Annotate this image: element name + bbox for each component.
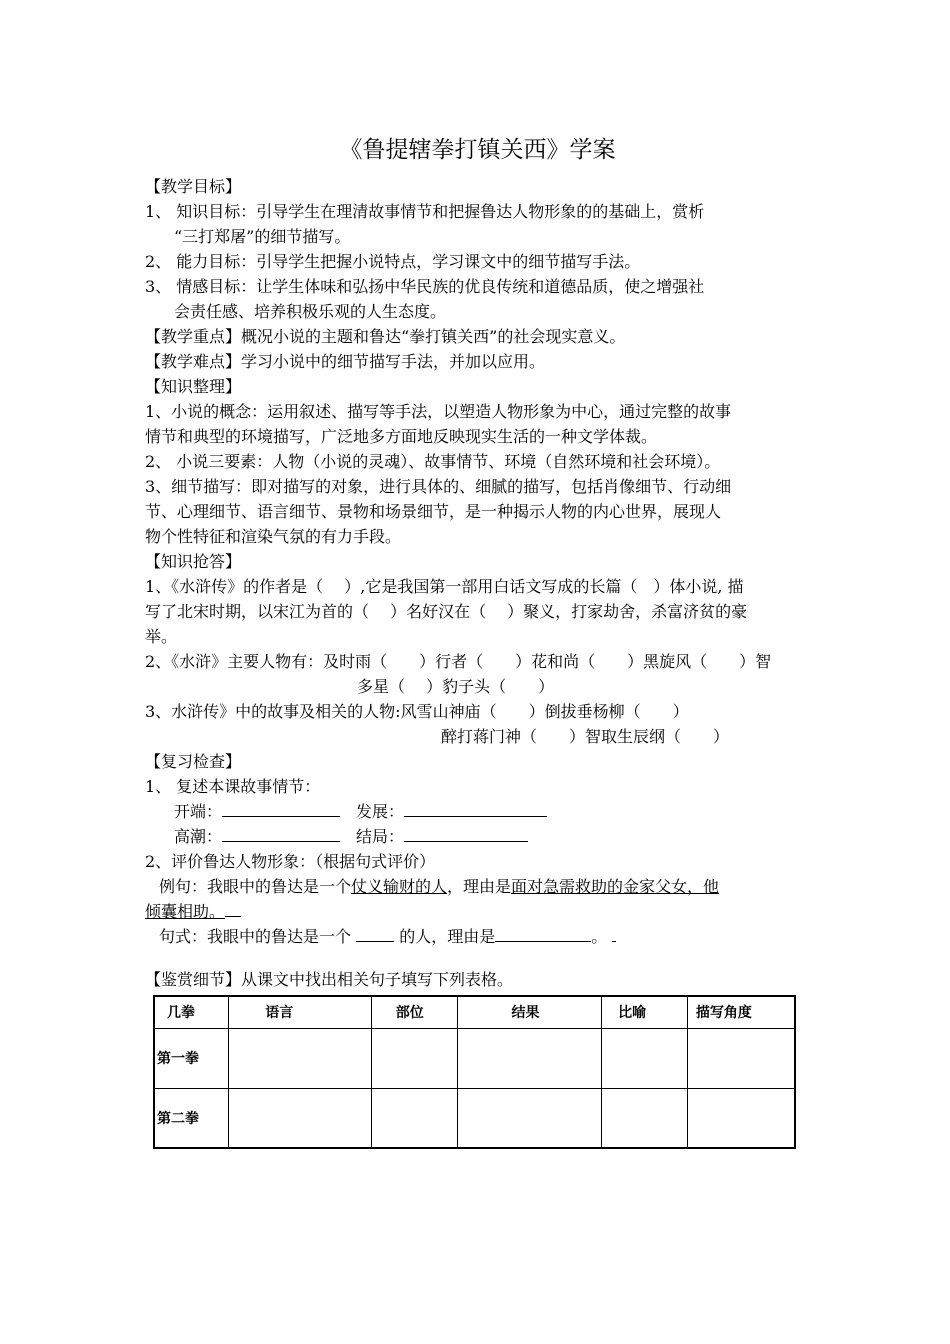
knowledge-1-line-2: 情节和典型的环境描写，广泛地多方面地反映现实生活的一种文学体裁。 — [145, 427, 658, 446]
header-language: 语言 — [229, 996, 372, 1028]
goal-1-line-1: 1、 知识目标：引导学生在理清故事情节和把握鲁达人物形象的的基础上，赏析 — [145, 202, 705, 221]
section-heading-review: 【复习检查】 — [145, 752, 242, 771]
plot-climax-label: 高潮： — [174, 827, 223, 846]
header-result: 结果 — [457, 996, 602, 1028]
goal-1 — [145, 199, 810, 249]
header-punch: 几拳 — [154, 996, 229, 1028]
goal-3-line-2: 会责任感、培养积极乐观的人生态度。 — [174, 302, 447, 321]
plot-row-2 — [145, 824, 810, 849]
key-point: 【教学重点】概况小说的主题和鲁达“拳打镇关西”的社会现实意义。 — [145, 327, 626, 346]
cell-perspective[interactable] — [687, 1028, 795, 1088]
quiz-3-line-1: 3、水浒传》中的故事及相关的人物:风雪山神庙（ ）倒拔垂杨柳（ ） — [145, 702, 689, 721]
appreciate-heading: 【鉴赏细节】从课文中找出相关句子填写下列表格。 — [145, 970, 514, 989]
knowledge-3-line-2: 节、心理细节、语言细节、景物和场景细节，是一种揭示人物的内心世界，展现人 — [145, 502, 722, 521]
pattern-part-1: 句式：我眼中的鲁达是一个 — [159, 927, 352, 946]
quiz-3-line-2: 醉打蒋门神（ ）智取生辰纲（ ） — [441, 727, 730, 746]
example-prefix: 例句：我眼中的鲁达是一个 — [159, 877, 352, 896]
cell-result[interactable] — [457, 1028, 602, 1088]
page-title: 《鲁提辖拳打镇关西》学案 — [339, 137, 616, 163]
cell-result[interactable] — [457, 1088, 602, 1148]
plot-row-1 — [145, 799, 810, 824]
section-heading-quiz: 【知识抢答】 — [145, 552, 242, 571]
quiz-1-line-2: 写了北宋时期，以宋江为首的（ ）名好汉在（ ）聚义，打家劫舍，杀富济贫的豪 — [145, 602, 748, 621]
knowledge-2: 2、 小说三要素：人物（小说的灵魂）、故事情节、环境（自然环境和社会环境）。 — [145, 452, 721, 471]
goal-3-line-1: 3、 情感目标：让学生体味和弘扬中华民族的优良传统和道德品质，使之增强社 — [145, 277, 705, 296]
plot-end-blank[interactable] — [404, 824, 528, 842]
review-2: 2、评价鲁达人物形象：（根据句式评价） — [145, 852, 436, 871]
cell-body-part[interactable] — [371, 1088, 457, 1148]
example-underline-1: 仗义输财的人 — [351, 877, 448, 896]
example-underline-3: 倾囊相助。 — [145, 902, 226, 921]
table-row — [154, 1088, 795, 1148]
example-underline-2: 面对急需救助的金家父女，他 — [511, 877, 720, 896]
example-sentence-line-2 — [145, 899, 810, 924]
knowledge-1-line-1: 1、小说的概念：运用叙述、描写等手法，以塑造人物形象为中心，通过完整的故事 — [145, 402, 732, 421]
pattern-sentence — [145, 924, 810, 949]
quiz-1-line-1: 1、《水浒传》的作者是（ ）,它是我国第一部用白话文写成的长篇（ ）体小说, 描 — [145, 577, 744, 596]
cell-perspective[interactable] — [687, 1088, 795, 1148]
pattern-end: 。 — [591, 927, 608, 946]
example-middle: ，理由是 — [447, 877, 512, 896]
header-body-part: 部位 — [371, 996, 457, 1028]
cell-body-part[interactable] — [371, 1028, 457, 1088]
pattern-part-2: 的人，理由是 — [399, 927, 496, 946]
plot-end-label: 结局： — [356, 827, 405, 846]
quiz-2-line-2: 多星（ ）豹子头（ ） — [357, 677, 555, 696]
section-heading-goals: 【教学目标】 — [145, 177, 242, 196]
header-metaphor: 比喻 — [602, 996, 688, 1028]
difficulty: 【教学难点】学习小说中的细节描写手法，并加以应用。 — [145, 352, 546, 371]
header-perspective: 描写角度 — [687, 996, 795, 1028]
review-1: 1、 复述本课故事情节： — [145, 777, 321, 796]
plot-start-blank[interactable] — [222, 799, 340, 817]
example-sentence — [145, 874, 810, 899]
table-header-row — [154, 996, 795, 1028]
pattern-blank-2[interactable] — [495, 924, 591, 942]
goal-2: 2、 能力目标：引导学生把握小说特点，学习课文中的细节描写手法。 — [145, 252, 641, 271]
goal-1-line-2: “三打郑屠”的细节描写。 — [174, 227, 351, 246]
cell-metaphor[interactable] — [602, 1088, 688, 1148]
table-row — [154, 1028, 795, 1088]
quiz-1-line-3: 举。 — [145, 627, 178, 646]
cell-language[interactable] — [229, 1088, 372, 1148]
worksheet — [145, 130, 810, 992]
knowledge-3-line-3: 物个性特征和渲染气氛的有力手段。 — [145, 527, 402, 546]
row-label-first: 第一拳 — [154, 1028, 229, 1088]
row-label-second: 第二拳 — [154, 1088, 229, 1148]
plot-start-label: 开端： — [174, 802, 223, 821]
section-heading-knowledge: 【知识整理】 — [145, 377, 242, 396]
goal-3 — [145, 274, 810, 324]
quiz-2-line-1: 2、《水浒》主要人物有：及时雨（ ）行者（ ）花和尚（ ）黑旋风（ ）智 — [145, 652, 772, 671]
pattern-blank-1[interactable] — [356, 924, 394, 942]
cell-language[interactable] — [229, 1028, 372, 1088]
cell-metaphor[interactable] — [602, 1028, 688, 1088]
detail-table — [153, 995, 796, 1149]
plot-develop-label: 发展： — [356, 802, 405, 821]
plot-climax-blank[interactable] — [222, 824, 340, 842]
plot-develop-blank[interactable] — [404, 799, 547, 817]
knowledge-3-line-1: 3、细节描写：即对描写的对象，进行具体的、细腻的描写，包括肖像细节、行动细 — [145, 477, 732, 496]
